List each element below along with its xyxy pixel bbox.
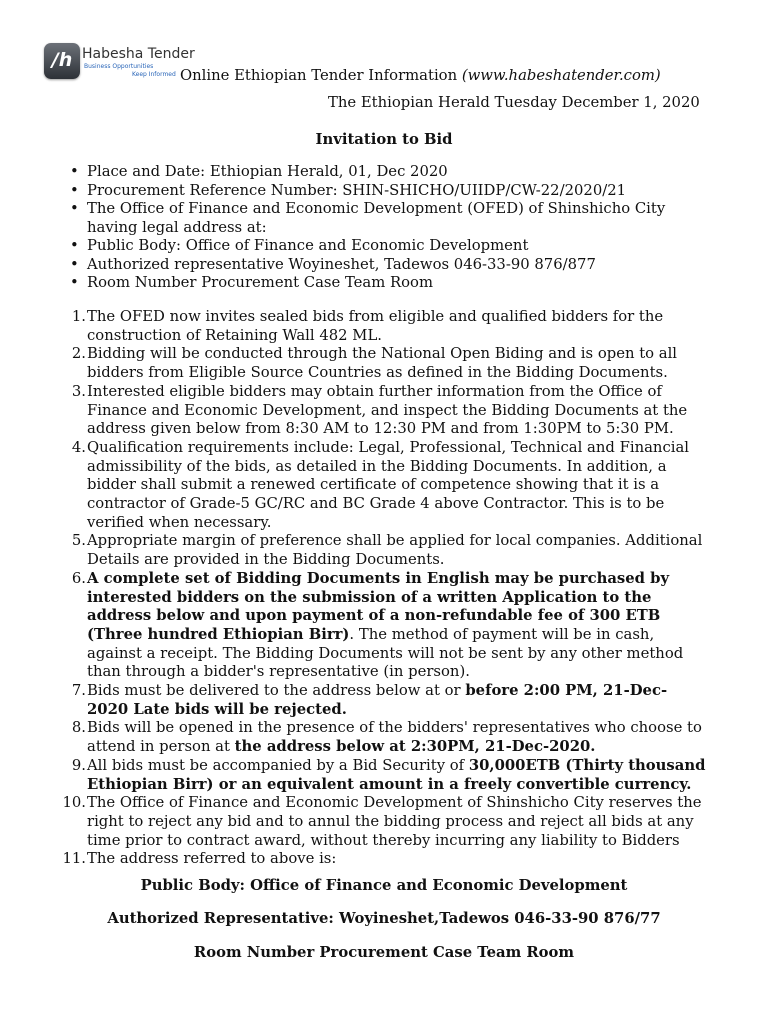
clause-text: The OFED now invites sealed bids from eligible and qualified bidders for the construction of Retaining Wall 482 ML. <box>87 308 664 344</box>
clause-text: Interested eligible bidders may obtain further information from the Office of Finance and Economic Development, and inspect the Bidding Documents at the address given below from 8:30 AM to 12:30 PM and from 1:30PM to 5:30 PM. <box>87 382 688 438</box>
clause-item <box>62 850 707 869</box>
clause-text: Bidding will be conducted through the National Open Biding and is open to all bidders from Eligible Source Countries as defined in the Bidding Documents. <box>87 345 678 382</box>
clause-item <box>71 382 707 439</box>
clause-number: 11. <box>62 850 86 868</box>
clause-number: 7. <box>71 682 86 700</box>
clause-item <box>71 756 707 794</box>
clause-text: Bids will be opened in the presence of the bidders' representatives who choose to attend in person at <box>87 719 702 756</box>
source-text: Online Ethiopian Tender Information <box>180 67 462 84</box>
bullet-item: • Public Body: Office of Finance and Economic Development <box>87 237 707 256</box>
clause-item <box>71 345 707 382</box>
clause-item <box>71 682 707 719</box>
clause-number: 4. <box>71 438 86 456</box>
publication-date-line: The Ethiopian Herald Tuesday December 1, 2020 <box>328 94 700 111</box>
summary-bullet-list <box>87 163 707 293</box>
source-line <box>180 66 661 85</box>
clause-text-bold: A complete set of Bidding Documents in English may be purchased by interested bidders on the submission of a written Application to the address below and upon payment of a non-refundable fee of 300 ETB (Three hundred Ethiopian Birr) <box>87 569 670 643</box>
logo-name: Habesha Tender <box>82 46 195 62</box>
clause-text-bold: before 2:00 PM, 21-Dec-2020 Late bids will be rejected. <box>87 682 668 718</box>
numbered-clause-list <box>62 308 707 869</box>
address-public-body: Public Body: Office of Finance and Economic Development <box>140 877 628 894</box>
clause-text: . The method of payment will be in cash, against a receipt. The Bidding Documents will not be sent by any other method than through a bidder's representative (in person). <box>87 625 684 681</box>
bullet-item: • Place and Date: Ethiopian Herald, 01, Dec 2020 <box>87 163 707 182</box>
logo-tagline-2: Keep Informed <box>132 71 176 78</box>
clause-text: Qualification requirements include: Legal, Professional, Technical and Financial admissibility of the bids, as detailed in the Bidding Documents. In addition, a bidder shall submit a renewed certificate of competence showing that it is a contractor of Grade-5 GC/RC and BC Grade 4 above Contractor. This is to be verified when necessary. <box>87 438 690 531</box>
clause-text: The Office of Finance and Economic Development of Shinshicho City reserves the right to reject any bid and to annul the bidding process and reject all bids at any time prior to contract award, without thereby incurring any liability to Bidders <box>87 794 702 849</box>
clause-text: Bids must be delivered to the address below at or <box>87 682 466 700</box>
address-room: Room Number Procurement Case Team Room <box>193 944 575 961</box>
clause-number: 1. <box>71 308 86 325</box>
bullet-item: • Room Number Procurement Case Team Room <box>87 274 707 293</box>
logo-badge-icon <box>44 43 80 79</box>
clause-item <box>71 532 707 569</box>
clause-text: All bids must be accompanied by a Bid Security of <box>87 756 469 774</box>
clause-number: 5. <box>71 532 86 550</box>
clause-item <box>71 308 707 345</box>
clause-item <box>62 794 707 850</box>
habesha-tender-logo <box>44 43 195 83</box>
clause-text-bold: the address below at 2:30PM, 21-Dec-2020. <box>234 738 596 756</box>
bullet-item: • Authorized representative Woyineshet, Tadewos 046-33-90 876/877 <box>87 256 707 275</box>
source-url: (www.habeshatender.com) <box>461 67 661 84</box>
clause-number: 8. <box>71 719 86 737</box>
clause-item <box>71 719 707 756</box>
clause-number: 3. <box>71 382 86 400</box>
clause-number: 2. <box>71 345 86 363</box>
clause-text-bold: 30,000ETB (Thirty thousand Ethiopian Birr) or an equivalent amount in a freely convertible currency. <box>87 756 706 793</box>
clause-number: 10. <box>62 794 86 812</box>
clause-text: Appropriate margin of preference shall be applied for local companies. Additional Details are provided in the Bidding Documents. <box>87 532 703 569</box>
clause-number: 9. <box>71 756 86 774</box>
logo-tagline: Business Opportunities <box>84 63 154 70</box>
clause-text: The address referred to above is: <box>87 850 337 868</box>
bullet-item: • Procurement Reference Number: SHIN-SHICHO/UIIDP/CW-22/2020/21 <box>87 182 707 201</box>
clause-item <box>71 438 707 533</box>
clause-number: 6. <box>71 569 86 587</box>
page-title: Invitation to Bid <box>315 131 453 148</box>
bullet-item: • The Office of Finance and Economic Development (OFED) of Shinshicho City having legal address at: <box>87 200 707 237</box>
address-representative: Authorized Representative: Woyineshet,Tadewos 046-33-90 876/77 <box>107 910 661 927</box>
clause-item <box>71 569 707 682</box>
logo-mark: /h <box>51 49 73 71</box>
